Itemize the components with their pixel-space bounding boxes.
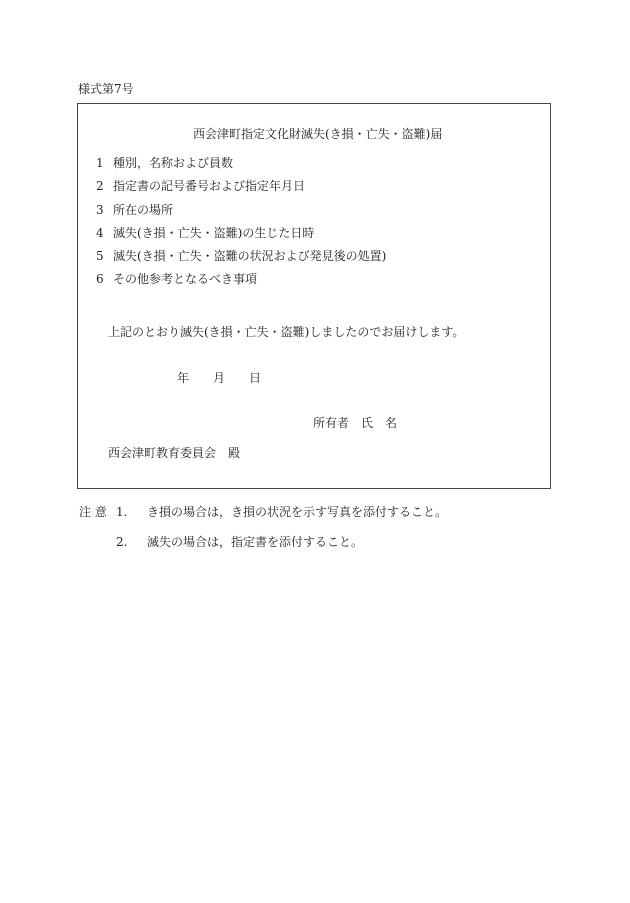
form-item (96, 273, 257, 285)
item-label: 滅失(き損・亡失・盗難)の生じた日時 (113, 226, 315, 240)
form-item (96, 157, 233, 169)
item-label: 指定書の記号番号および指定年月日 (113, 179, 306, 193)
note-number: 1. (116, 505, 128, 519)
item-number: 1 (96, 156, 104, 170)
note-text: 滅失の場合は，指定書を添付すること。 (147, 535, 364, 549)
owner-label: 所有者 (313, 416, 350, 430)
notes-label: 注 意 (79, 505, 107, 519)
declaration-statement: 上記のとおり滅失(き損・亡失・盗難)しましたのでお届けします。 (108, 325, 465, 339)
form-item (96, 227, 314, 239)
note-text: き損の場合は，き損の状況を示す写真を添付すること。 (147, 505, 448, 519)
item-label: 種別，名称および員数 (113, 156, 234, 170)
form-item (96, 204, 173, 216)
recipient-line: 西会津町教育委員会 殿 (108, 446, 241, 460)
year-label: 年 (177, 371, 190, 385)
month-label: 月 (213, 371, 226, 385)
item-number: 5 (96, 249, 104, 263)
item-number: 2 (96, 179, 104, 193)
day-label: 日 (249, 371, 262, 385)
item-number: 3 (96, 203, 104, 217)
item-label: その他参考となるべき事項 (113, 272, 258, 286)
owner-line (313, 417, 409, 429)
item-number: 4 (96, 226, 104, 240)
form-item (96, 250, 386, 262)
owner-name-label: 氏 名 (361, 416, 398, 430)
form-title: 西会津町指定文化財滅失(き損・亡失・盗難)届 (193, 127, 443, 141)
item-number: 6 (96, 272, 104, 286)
date-line (177, 372, 285, 384)
note-number: 2. (116, 535, 128, 549)
item-label: 所在の場所 (113, 203, 174, 217)
item-label: 滅失(き損・亡失・盗難の状況および発見後の処置) (113, 249, 387, 263)
form-item (96, 180, 305, 192)
form-number-label: 様式第7号 (78, 82, 134, 96)
